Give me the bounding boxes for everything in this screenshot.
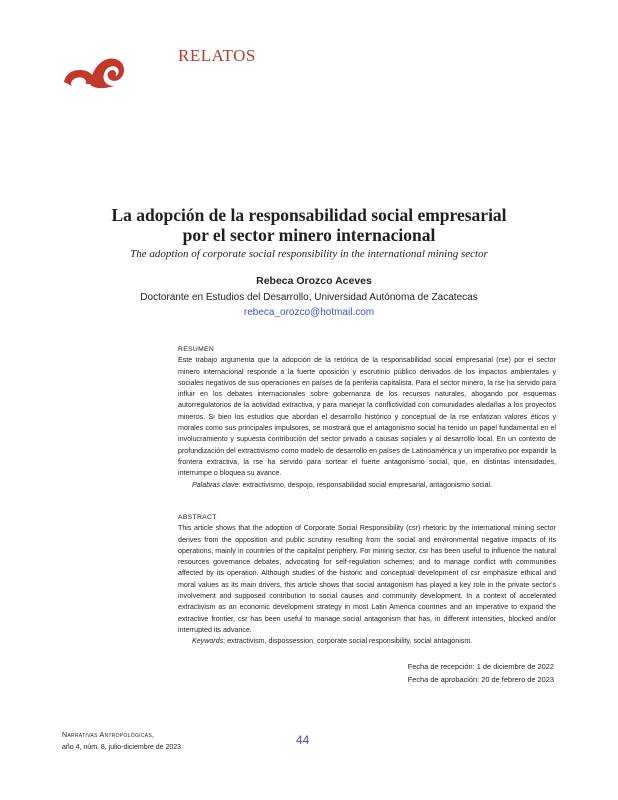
abstract-section xyxy=(178,512,556,648)
author-affiliation: Doctorante en Estudios del Desarrollo, Universidad Autónoma de Zacatecas xyxy=(140,292,478,303)
resumen-heading: RESUMEN xyxy=(178,346,215,353)
author-name: Rebeca Orozco Aceves xyxy=(256,275,372,287)
abstract-heading: ABSTRACT xyxy=(178,514,217,521)
resumen-body: Este trabajo argumenta que la adopción de la retórica de la responsabilidad social empresarial (rse) por el sector minero internacional responde a la fuerte oposición y escrutinio público derivados de los impactos ambientales y sociales negativos de sus operaciones en países de la periferia capitalista. Para el sector minero, la rse ha servido para influir en los debates internacionales sobre gobernanza de los recursos naturales, abogando por esquemas autorregulatorios de la actividad extractiva, y para manejar la conflictividad con comunidades aledañas a los proyectos mineros. Si bien los estudios que abordan el desarrollo histórico y conceptual de la rse enfatizan valores éticos y morales como sus principales impulsores, se mostrará que el antagonismo social ha tenido un papel fundamental en el involucramiento y supuesta contribución del sector privado a causas sociales y al desarrollo local. En un contexto de profundización del extractivismo como modelo de desarrollo en países de Latinoamérica y un imperativo por expandir la frontera extractiva, la rse ha servido para sortear el fuerte antagonismo social, que, en distintas intensidades, interrumpe o bloquea su avance. xyxy=(178,356,556,478)
resumen-keywords-label: Palabras clave xyxy=(192,480,239,489)
article-subtitle: The adoption of corporate social responsibility in the international mining sector xyxy=(130,248,488,260)
journal-name: Narrativas Antropológicas, xyxy=(62,732,155,739)
author-email-link[interactable]: rebeca_orozco@hotmail.com xyxy=(243,307,375,318)
approved-date: Fecha de aprobación: 20 de febrero de 2023 xyxy=(407,675,554,684)
abstract-keywords-label: Keywords xyxy=(192,637,224,646)
abstract-body: This article shows that the adoption of Corporate Social Responsibility (csr) rhetoric by the international mining sector derives from the opposition and public scrutiny resulting from the social and environmental negative impacts of its operations, mainly in countries of the capitalist periphery. For mining sector, csr has been useful to influence the natural resources governance debates, advocating for self-regulation schemes; and to manage conflict with communities affected by its operation. Although studies of the historic and conceptual development of csr emphasize ethical and moral values as its main drivers, this article shows that social antagonism has played a key role in the private sector's involvement and supposed contribution to social causes and community development. In a context of accelerated extractivism as an economic development strategy in most Latin America countries and an imperative to expand the extractive frontier, csr has been useful to manage social antagonism that has, in different intensities, blocked and/or interrupted its advance. xyxy=(178,524,556,634)
abstract-keywords xyxy=(178,636,556,647)
article-title-line-1: La adopción de la responsabilidad social empresarial xyxy=(111,205,507,225)
abstract-keywords-list: : extractivism, dispossession, corporate social responsibility, social antagonism. xyxy=(223,637,473,646)
page-number: 44 xyxy=(296,733,310,747)
article-title-line-2: por el sector minero internacional xyxy=(182,225,436,245)
journal-issue: año 4, núm. 8, julio-diciembre de 2023 xyxy=(62,744,182,751)
footer-journal xyxy=(62,730,181,754)
resumen-keywords-list: : extractivismo, despojo, responsabilidad social empresarial, antagonismo social. xyxy=(238,480,493,489)
resumen-keywords xyxy=(178,480,556,491)
spiral-logo-icon xyxy=(62,44,126,90)
received-date: Fecha de recepción: 1 de diciembre de 2022 xyxy=(407,662,554,671)
article-title-block xyxy=(0,205,618,260)
publication-dates xyxy=(334,660,554,686)
author-block xyxy=(0,275,618,318)
resumen-section xyxy=(178,344,556,491)
section-label: RELATOS xyxy=(178,46,256,65)
